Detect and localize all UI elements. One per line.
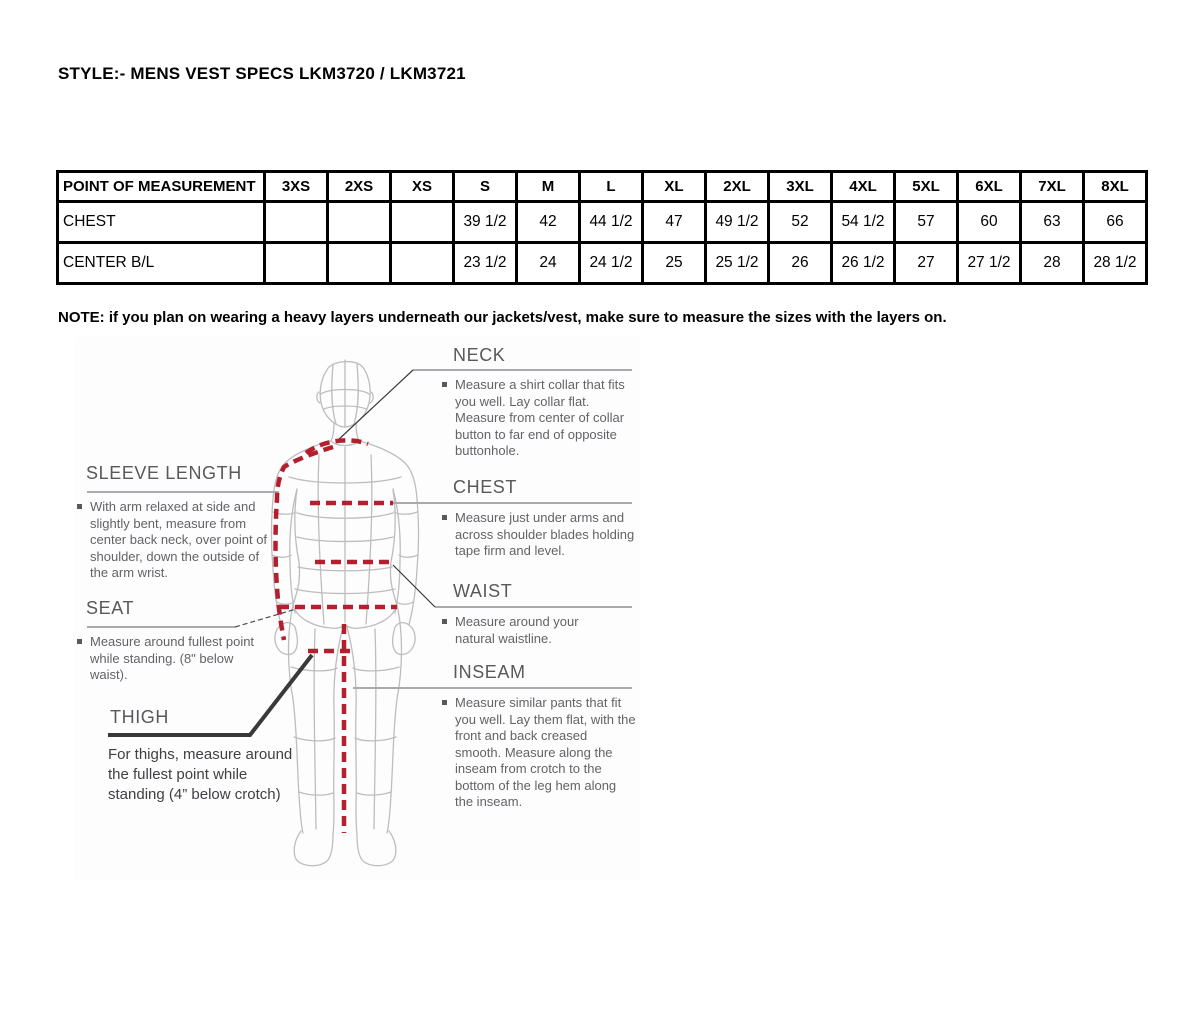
size-cell: 23 1/2 [454, 243, 517, 284]
size-cell: 52 [769, 202, 832, 243]
col-header-8xl: 8XL [1084, 172, 1147, 202]
thigh-description-text: For thighs, measure around the fullest point while standing (4” below crotch) [108, 746, 293, 803]
inseam-label: INSEAM [453, 662, 526, 682]
chest-label: CHEST [453, 477, 518, 497]
row-label-chest: CHEST [58, 202, 265, 243]
size-cell [265, 202, 328, 243]
neck-label: NECK [453, 345, 506, 365]
col-header-7xl: 7XL [1021, 172, 1084, 202]
size-cell: 26 [769, 243, 832, 284]
col-header-l: L [580, 172, 643, 202]
size-cell: 60 [958, 202, 1021, 243]
bullet-icon [442, 382, 447, 387]
size-cell: 66 [1084, 202, 1147, 243]
thigh-label: THIGH [110, 707, 169, 727]
size-cell: 39 1/2 [454, 202, 517, 243]
waist-description [455, 614, 615, 647]
size-cell [265, 243, 328, 284]
chest-description-text: Measure just under arms and across shoulder blades holding tape firm and level. [455, 510, 635, 558]
size-cell: 25 1/2 [706, 243, 769, 284]
table-row-center-bl [58, 243, 1147, 284]
size-cell: 24 [517, 243, 580, 284]
size-cell: 27 [895, 243, 958, 284]
size-cell [391, 202, 454, 243]
col-header-m: M [517, 172, 580, 202]
waist-label: WAIST [453, 581, 513, 601]
col-header-2xs: 2XS [328, 172, 391, 202]
thigh-description [108, 745, 308, 805]
bullet-icon [442, 619, 447, 624]
seat-description-text: Measure around fullest point while standing. (8" below waist). [90, 634, 255, 682]
size-cell: 49 1/2 [706, 202, 769, 243]
table-row-chest [58, 202, 1147, 243]
size-cell: 44 1/2 [580, 202, 643, 243]
seat-connector [235, 609, 296, 627]
col-header-xl: XL [643, 172, 706, 202]
bullet-icon [442, 515, 447, 520]
waist-description-text: Measure around your natural waistline. [455, 614, 579, 646]
size-cell: 63 [1021, 202, 1084, 243]
sleeve-measure-line [276, 447, 334, 640]
size-cell: 26 1/2 [832, 243, 895, 284]
col-header-point-of-measurement: POINT OF MEASUREMENT [58, 172, 265, 202]
col-header-5xl: 5XL [895, 172, 958, 202]
size-cell: 28 [1021, 243, 1084, 284]
col-header-3xs: 3XS [265, 172, 328, 202]
col-header-s: S [454, 172, 517, 202]
neck-description [455, 377, 635, 460]
bullet-icon [77, 504, 82, 509]
size-cell: 25 [643, 243, 706, 284]
seat-description [90, 634, 260, 684]
col-header-xs: XS [391, 172, 454, 202]
col-header-4xl: 4XL [832, 172, 895, 202]
col-header-3xl: 3XL [769, 172, 832, 202]
size-cell: 42 [517, 202, 580, 243]
row-label-center-bl: CENTER B/L [58, 243, 265, 284]
size-cell [391, 243, 454, 284]
size-cell [328, 202, 391, 243]
size-cell: 54 1/2 [832, 202, 895, 243]
size-cell [328, 243, 391, 284]
note-text: NOTE: if you plan on wearing a heavy layers underneath our jackets/vest, make sure to measure the sizes with the layers on. [58, 309, 947, 326]
size-cell: 24 1/2 [580, 243, 643, 284]
bullet-icon [77, 639, 82, 644]
size-cell: 47 [643, 202, 706, 243]
bullet-icon [442, 700, 447, 705]
sleeve-length-description-text: With arm relaxed at side and slightly bent, measure from center back neck, over point of shoulder, down the outside of the arm wrist. [90, 499, 268, 580]
col-header-2xl: 2XL [706, 172, 769, 202]
sleeve-length-description [90, 499, 272, 582]
seat-label: SEAT [86, 598, 135, 618]
size-cell: 57 [895, 202, 958, 243]
table-header-row [58, 172, 1147, 202]
page-title: STYLE:- MENS VEST SPECS LKM3720 / LKM3721 [58, 64, 466, 83]
col-header-6xl: 6XL [958, 172, 1021, 202]
inseam-description [455, 695, 637, 811]
sleeve-length-label: SLEEVE LENGTH [86, 463, 242, 483]
neck-description-text: Measure a shirt collar that fits you well. Lay collar flat. Measure from center of collar button to far end of opposite buttonhole. [455, 377, 625, 458]
size-cell: 28 1/2 [1084, 243, 1147, 284]
size-cell: 27 1/2 [958, 243, 1021, 284]
measurement-guide-diagram [75, 337, 640, 880]
inseam-description-text: Measure similar pants that fit you well. Lay them flat, with the front and back creased smooth. Measure along the inseam from crotch to the bottom of the leg hem along the inseam. [455, 695, 636, 809]
chest-description [455, 510, 640, 560]
size-spec-table [56, 170, 1148, 285]
